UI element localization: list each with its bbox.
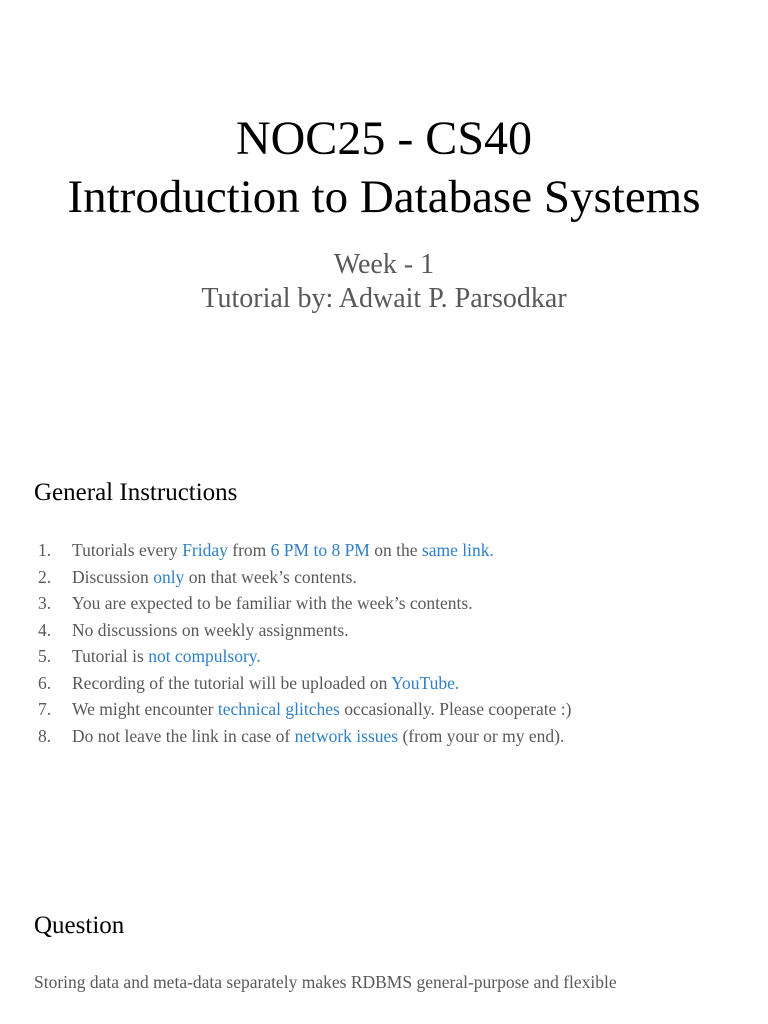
list-item-number: 4.	[38, 619, 52, 640]
text-segment: occasionally. Please cooperate :)	[339, 699, 572, 719]
list-item-text	[72, 620, 349, 640]
text-segment: Recording of the tutorial will be uploaded on	[72, 672, 392, 693]
list-item-text	[72, 567, 357, 587]
question-text: Storing data and meta-data separately makes RDBMS general-purpose and flexible	[34, 972, 617, 992]
list-item-text	[72, 699, 571, 719]
text-segment: Discussion	[72, 566, 154, 587]
highlight-segment: Friday	[182, 540, 228, 560]
week-label: Week - 1	[333, 249, 435, 280]
list-item-number: 7.	[38, 699, 52, 719]
tutor-label: Tutorial by: Adwait P. Parsodkar	[201, 283, 567, 314]
list-item-number: 2.	[38, 566, 52, 587]
list-item-text	[72, 726, 564, 746]
course-code-title: NOC25 - CS40	[235, 112, 533, 165]
list-item	[34, 537, 571, 564]
highlight-segment: 6 PM to 8 PM	[270, 540, 370, 560]
highlight-segment: not compulsory.	[148, 646, 261, 666]
text-segment: on that week’s contents.	[184, 566, 357, 587]
text-segment: We might encounter	[72, 699, 218, 719]
question-heading: Question	[34, 912, 125, 939]
list-item-number: 5.	[38, 646, 52, 666]
text-segment: Tutorials every	[72, 540, 183, 560]
text-segment: You are expected to be familiar with the week’s contents.	[72, 593, 473, 613]
text-segment: from	[227, 540, 271, 560]
list-item-text	[72, 540, 494, 560]
text-segment: Tutorial is	[72, 646, 149, 666]
text-segment: on the	[369, 540, 422, 560]
list-item-text	[72, 646, 261, 666]
list-item	[34, 643, 571, 670]
text-segment: (from your or my end).	[398, 725, 565, 746]
list-item-text	[72, 673, 459, 693]
title-block	[0, 110, 768, 226]
subtitle-block	[0, 248, 768, 316]
text-segment: No discussions on weekly assignments.	[72, 619, 349, 640]
highlight-segment: network issues	[294, 725, 399, 746]
list-item	[34, 617, 571, 644]
list-item-text	[72, 593, 473, 613]
list-item-number: 3.	[38, 593, 52, 613]
text-segment: Do not leave the link in case of	[72, 725, 295, 746]
instructions-heading: General Instructions	[34, 479, 238, 506]
list-item	[34, 696, 571, 723]
list-item	[34, 564, 571, 591]
instructions-list	[34, 537, 571, 749]
list-item-number: 1.	[38, 540, 52, 560]
list-item-number: 8.	[38, 725, 52, 746]
list-item	[34, 590, 571, 617]
highlight-segment: YouTube.	[391, 672, 460, 693]
highlight-segment: technical glitches	[217, 699, 340, 719]
list-item	[34, 723, 571, 750]
list-item	[34, 670, 571, 697]
highlight-segment: same link.	[421, 540, 494, 560]
list-item-number: 6.	[38, 672, 52, 693]
highlight-segment: only	[153, 566, 185, 587]
course-name-title: Introduction to Database Systems	[67, 171, 701, 223]
